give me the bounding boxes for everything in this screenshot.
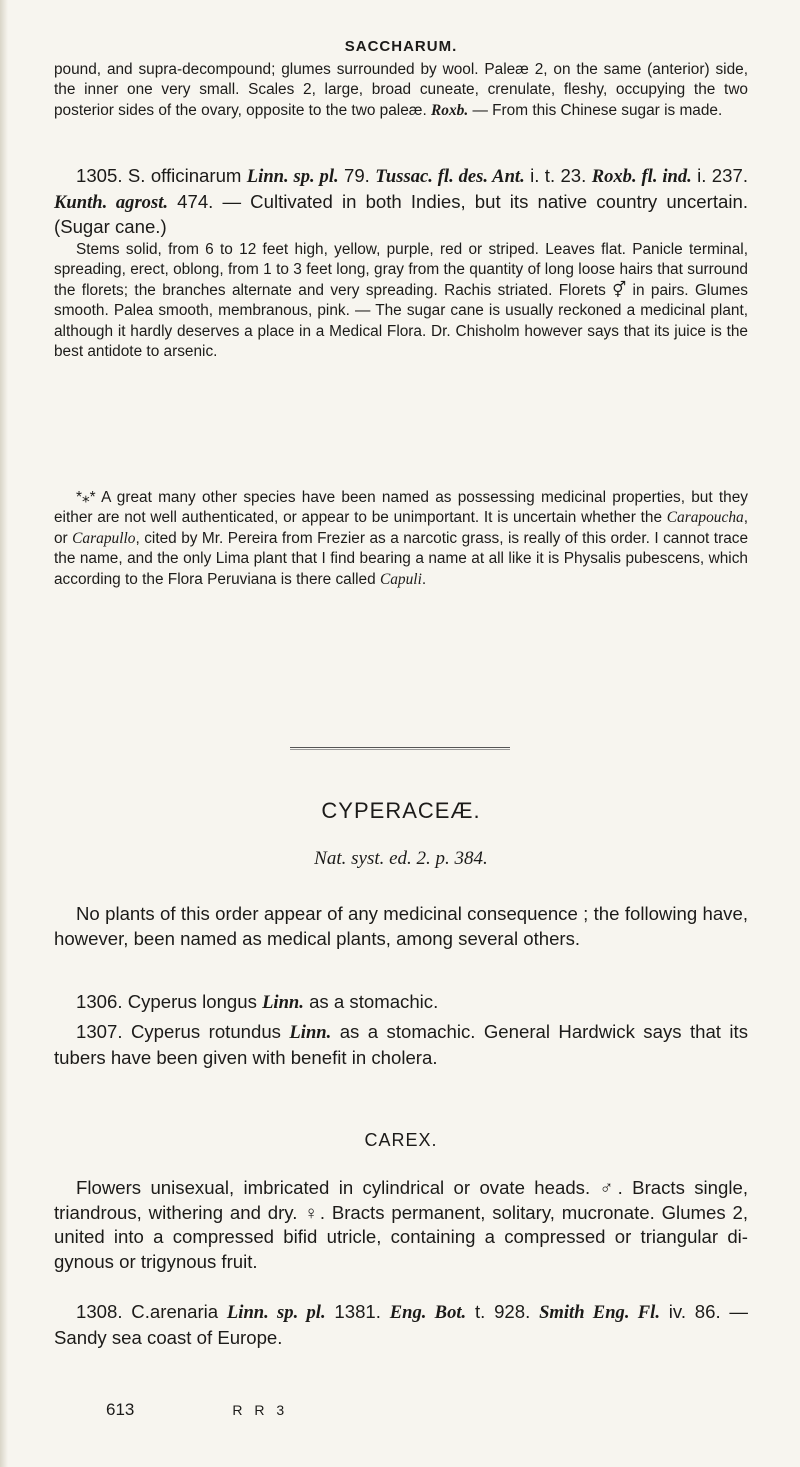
entry-1308-ref-3: Smith Eng. Fl. <box>539 1302 660 1323</box>
section-divider-second-line <box>290 749 510 750</box>
entry-1308-text-1: 1381. <box>325 1301 390 1322</box>
section-divider <box>290 747 510 748</box>
entry-1305-name: 1305. S. officinarum <box>76 165 247 186</box>
order-paragraph <box>54 902 748 951</box>
entry-1306-name: 1306. Cyperus longus <box>76 991 263 1012</box>
entry-1306 <box>54 990 748 1016</box>
entry-1305-text-2: i. t. 23. <box>524 165 592 186</box>
order-text: No plants of this order appear of any medicinal consequence ; the following have, however, been named as medical plants, among several others. <box>54 903 748 949</box>
entry-1305-ref-2: Tussac. fl. des. Ant. <box>375 166 525 187</box>
running-head: SACCHARUM. <box>344 38 458 55</box>
entry-1305-ref-4: Kunth. agrost. <box>54 191 169 213</box>
carex-text: Flowers unisexual, imbricated in cylindrical or ovate heads. ♂. Bracts single, triandrous, withering and dry. ♀. Bracts permanent, solitary, mucronate. Glumes 2, united into a compressed bifid utricle, containing a compressed or triangular di-gynous or trigynous fruit. <box>54 1177 748 1272</box>
entry-1306-text: as a stomachic. <box>303 991 439 1012</box>
entry-1308-ref-2: Eng. Bot. <box>389 1302 467 1323</box>
description-text: Stems solid, from 6 to 12 feet high, yellow, purple, red or striped. Leaves flat. Panicle terminal, spreading, erect, oblong, from 1 to 3 feet long, gray from the quantity of long loose hairs that surround the florets; the branches alternate and very spreading. Rachis striated. Florets ⚥ in pairs. Glumes smooth. Palea smooth, membranous, pink. — The sugar cane is usually reckoned a medicinal plant, although it hardly deserves a place in a Medical Flora. Dr. Chisholm however says that its juice is the best antidote to arsenic. <box>54 241 748 361</box>
entry-1308-ref-1: Linn. sp. pl. <box>226 1302 326 1323</box>
entry-1308-text-3: iv. 86. — Sandy sea coast of Europe. <box>54 1301 748 1348</box>
entry-1307-text: as a stomachic. General Hardwick says that its tubers have been given with benefit in cholera. <box>54 1021 748 1068</box>
order-reference: Nat. syst. ed. 2. p. 384. <box>314 848 488 869</box>
note-paragraph <box>54 488 748 590</box>
entry-1307 <box>54 1020 748 1070</box>
entry-1307-name: 1307. Cyperus rotundus <box>76 1021 290 1042</box>
entry-1305-text-1: 79. <box>338 165 376 186</box>
intro-text: pound, and supra-decompound; glumes surrounded by wool. Paleæ 2, on the same (anterior) side, the inner one very small. Scales 2, large, broad cuneate, crenulate, fleshy, occupying the two posterior sides of the ovary, opposite to the two paleæ. <box>54 61 748 119</box>
note-text-1: *⁎* A great many other species have been named as possessing medicinal properties, but they either are not well authenticated, or appear to be unimportant. It is uncertain whether the <box>54 489 748 527</box>
entry-1306-authority: Linn. <box>262 992 304 1013</box>
note-text-4: . <box>421 570 427 588</box>
entry-1305 <box>54 164 748 240</box>
entry-1305-description <box>54 240 748 362</box>
carex-description <box>54 1176 748 1274</box>
intro-text-end: — From this Chinese sugar is made. <box>468 101 723 119</box>
order-title: CYPERACEÆ. <box>321 798 481 823</box>
entry-1305-ref-3: Roxb. fl. ind. <box>591 166 692 187</box>
page-number: 613 <box>106 1400 135 1419</box>
note-name-capuli: Capuli <box>379 570 422 588</box>
entry-1305-text-3: i. 237. <box>691 165 748 186</box>
intro-authority: Roxb. <box>431 101 469 119</box>
entry-1305-ref-1: Linn. sp. pl. <box>246 166 339 187</box>
entry-1307-authority: Linn. <box>289 1022 332 1043</box>
genus-title: CAREX. <box>364 1130 438 1150</box>
signature-mark: R R 3 <box>232 1402 289 1418</box>
note-name-carapullo: Carapullo <box>72 529 136 547</box>
note-text-2: , or <box>54 509 748 547</box>
saccharum-intro-paragraph <box>54 60 748 121</box>
page-binding-edge <box>0 0 8 1467</box>
entry-1308-name: 1308. C.arenaria <box>76 1301 227 1322</box>
note-name-carapoucha: Carapoucha <box>666 509 744 527</box>
page-footer <box>106 1400 288 1420</box>
entry-1308-text-2: t. 928. <box>466 1301 540 1322</box>
entry-1305-text-4: 474. — Cultivated in both Indies, but its native country uncertain. (Sugar cane.) <box>54 190 748 237</box>
entry-1308 <box>54 1300 748 1350</box>
note-text-3: , cited by Mr. Pereira from Frezier as a narcotic grass, is really of this order. I cannot trace the name, and the only Lima plant that I find bearing a name at all like it is Physalis pubescens, which according to the Flora Peruviana is there called <box>54 529 749 588</box>
